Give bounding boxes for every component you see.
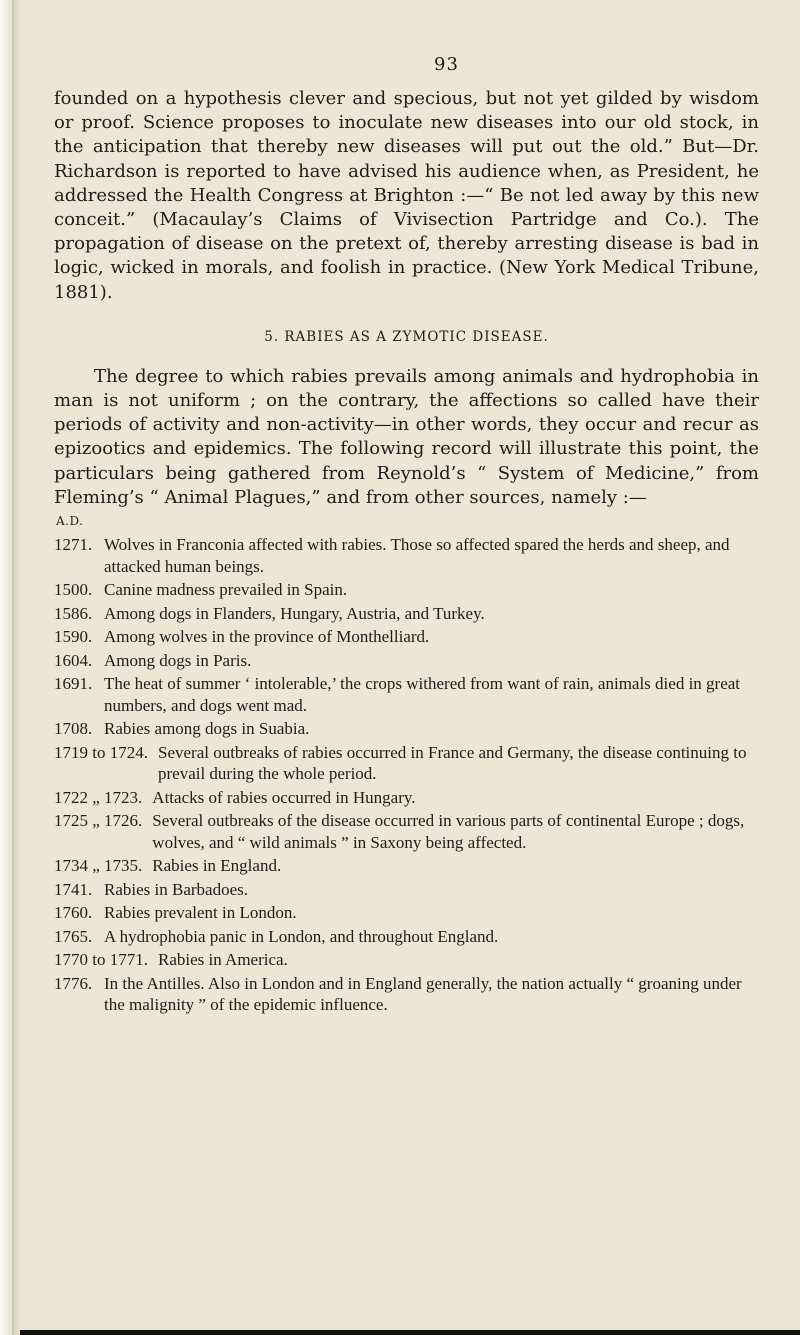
- entry-date: 1722 „ 1723.: [54, 787, 143, 807]
- chronology-entry: [54, 855, 759, 877]
- entry-text: The heat of summer ‘ intolerable,’ the crops withered from want of rain, animals died in great numbers, and dogs went mad.: [104, 674, 741, 715]
- bottom-rule: [20, 1330, 800, 1335]
- chronology-entry: [54, 650, 759, 672]
- binding-shadow: [12, 0, 22, 1335]
- entry-text: In the Antilles. Also in London and in England generally, the nation actually “ groaning under the malignity ” of the epidemic influence.: [104, 973, 742, 1015]
- book-page: [54, 54, 759, 1018]
- era-label: A.D.: [56, 514, 84, 529]
- entry-date: 1604.: [54, 650, 93, 670]
- section-heading: 5. RABIES AS A ZYMOTIC DISEASE.: [264, 328, 549, 345]
- entry-date: 1271.: [54, 535, 93, 555]
- entry-date: 1691.: [54, 674, 93, 694]
- entry-text: Several outbreaks of rabies occurred in France and Germany, the disease continuing to prevail during the whole period.: [157, 742, 747, 784]
- entry-date: 1734 „ 1735.: [54, 856, 143, 876]
- entry-text: Rabies among dogs in Suabia.: [104, 719, 310, 739]
- entry-date: 1708.: [54, 719, 93, 739]
- chronology-entry: [54, 603, 759, 625]
- entry-text: Canine madness prevailed in Spain.: [104, 580, 348, 600]
- chronology-entry: [54, 902, 759, 924]
- chronology-entry: [54, 742, 759, 785]
- entry-text: Several outbreaks of the disease occurred in various parts of continental Europe ; dogs, wolves, and “ wild animals ” in Saxony being affected.: [152, 811, 745, 852]
- chronology-entry: [54, 879, 759, 901]
- entry-text: Among wolves in the province of Monthelliard.: [104, 627, 430, 647]
- entry-date: 1500.: [54, 580, 93, 600]
- entry-text: A hydrophobia panic in London, and throughout England.: [104, 926, 499, 946]
- chronology-entry: [54, 973, 759, 1016]
- entry-date: 1719 to 1724.: [54, 742, 148, 762]
- entry-date: 1760.: [54, 903, 93, 923]
- opening-paragraph: founded on a hypothesis clever and specious, but not yet gilded by wisdom or proof. Science proposes to inoculate new diseases into our old stock, in the anticipation that thereby new diseases will put out the old.” But—Dr. Richardson is reported to have advised his audience when, as President, he addressed the Health Congress at Brighton :—“ Be not led away by this new conceit.” (Macaulay’s Claims of Vivisection Partridge and Co.). The propagation of disease on the pretext of, thereby arresting disease is bad in logic, wicked in morals, and foolish in practice. (New York Medical Tribune, 1881).: [54, 88, 759, 303]
- chronology-entry: [54, 673, 759, 716]
- chronology-entry: [54, 926, 759, 948]
- entry-text: Rabies in England.: [152, 856, 282, 876]
- page-number: 93: [434, 54, 459, 75]
- entry-text: Rabies in America.: [157, 950, 288, 970]
- chronology-entry: [54, 949, 759, 971]
- entry-date: 1590.: [54, 627, 93, 647]
- chronology-entry: [54, 810, 759, 853]
- entry-text: Among dogs in Paris.: [104, 650, 252, 670]
- entry-date: 1765.: [54, 926, 93, 946]
- entry-date: 1586.: [54, 603, 93, 623]
- chronology-entry: [54, 534, 759, 577]
- entry-text: Wolves in Franconia affected with rabies. Those so affected spared the herds and sheep, and attacked human beings.: [104, 535, 730, 576]
- entry-text: Rabies in Barbadoes.: [104, 879, 248, 899]
- chronology-entry: [54, 787, 759, 809]
- intro-paragraph: The degree to which rabies prevails among animals and hydrophobia in man is not uniform ; on the contrary, the affections so called have their periods of activity and non-activity—in other words, they occur and recur as epizootics and epidemics. The following record will illustrate this point, the particulars being gathered from Reynold’s “ System of Medicine,” from Fleming’s “ Animal Plagues,” and from other sources, namely :—: [54, 365, 759, 508]
- entry-date: 1725 „ 1726.: [54, 811, 143, 831]
- chronology-entry: [54, 626, 759, 648]
- chronology-entry: [54, 579, 759, 601]
- entry-text: Rabies prevalent in London.: [104, 903, 297, 923]
- chronology-list: [54, 534, 759, 1016]
- chronology-entry: [54, 718, 759, 740]
- entry-date: 1741.: [54, 879, 93, 899]
- entry-date: 1770 to 1771.: [54, 950, 148, 970]
- entry-text: Attacks of rabies occurred in Hungary.: [152, 787, 416, 807]
- entry-date: 1776.: [54, 973, 93, 993]
- entry-text: Among dogs in Flanders, Hungary, Austria, and Turkey.: [104, 603, 485, 623]
